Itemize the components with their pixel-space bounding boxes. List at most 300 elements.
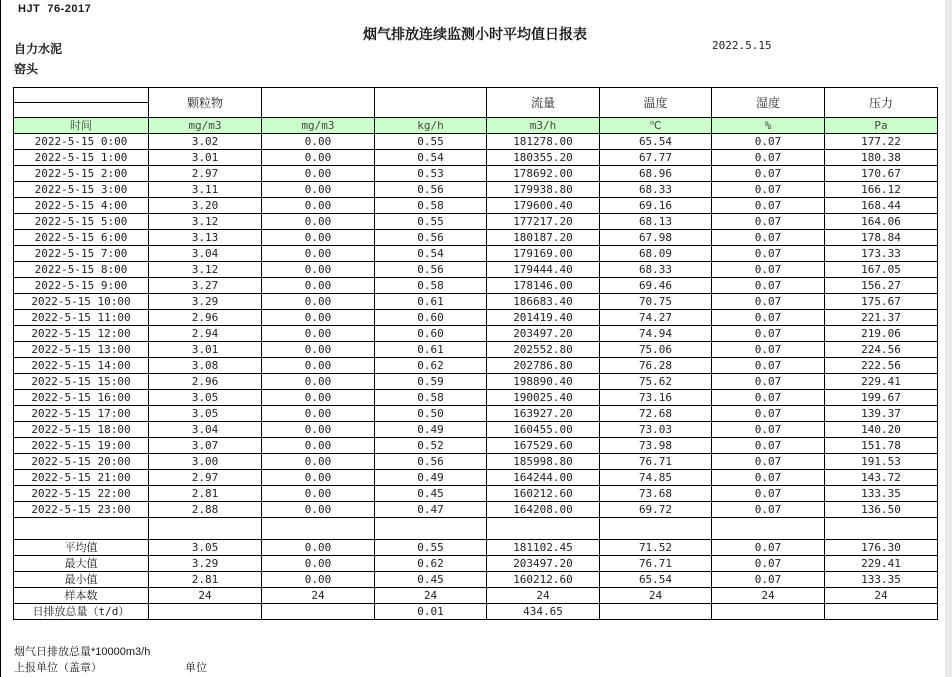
value-cell: 0.00 <box>262 342 375 358</box>
value-cell: 229.41 <box>825 374 938 390</box>
value-cell: 0.00 <box>262 262 375 278</box>
value-cell: 0.62 <box>375 358 487 374</box>
row-label-cell: 2022-5-15 22:00 <box>14 486 149 502</box>
table-row <box>14 278 938 294</box>
value-cell: 3.01 <box>149 342 262 358</box>
row-label-cell: 2022-5-15 19:00 <box>14 438 149 454</box>
row-label-cell: 样本数 <box>14 588 149 604</box>
header-blank-cell <box>375 88 487 118</box>
value-cell: 163927.20 <box>487 406 600 422</box>
table-row <box>14 374 938 390</box>
unit-cell: ℃ <box>600 118 712 134</box>
value-cell: 3.05 <box>149 540 262 556</box>
header-blank-cell <box>14 88 149 103</box>
value-cell: 185998.80 <box>487 454 600 470</box>
value-cell: 181102.45 <box>487 540 600 556</box>
value-cell: 221.37 <box>825 310 938 326</box>
unit-cell: m3/h <box>487 118 600 134</box>
value-cell: 203497.20 <box>487 326 600 342</box>
table-row <box>14 588 938 604</box>
table-row <box>14 246 938 262</box>
value-cell: 0.07 <box>712 230 825 246</box>
value-cell: 0.45 <box>375 572 487 588</box>
unit-label: 单位 <box>185 662 207 674</box>
value-cell: 3.27 <box>149 278 262 294</box>
value-cell: 0.47 <box>375 502 487 518</box>
value-cell: 76.28 <box>600 358 712 374</box>
table-row <box>14 390 938 406</box>
value-cell: 0.07 <box>712 342 825 358</box>
value-cell: 0.53 <box>375 166 487 182</box>
value-cell: 140.20 <box>825 422 938 438</box>
value-cell: 0.61 <box>375 342 487 358</box>
value-cell: 180.38 <box>825 150 938 166</box>
table-row <box>14 326 938 342</box>
header-humidity-cell: 湿度 <box>712 88 825 118</box>
value-cell: 3.13 <box>149 230 262 246</box>
value-cell: 160212.60 <box>487 486 600 502</box>
table-row <box>14 294 938 310</box>
value-cell <box>149 604 262 620</box>
value-cell: 0.00 <box>262 182 375 198</box>
value-cell: 3.01 <box>149 150 262 166</box>
value-cell: 0.49 <box>375 422 487 438</box>
row-label-cell: 2022-5-15 11:00 <box>14 310 149 326</box>
company-name: 自力水泥 <box>14 42 63 56</box>
value-cell: 170.67 <box>825 166 938 182</box>
value-cell: 0.07 <box>712 182 825 198</box>
value-cell: 3.02 <box>149 134 262 150</box>
value-cell: 133.35 <box>825 486 938 502</box>
value-cell: 0.00 <box>262 502 375 518</box>
value-cell <box>600 604 712 620</box>
value-cell: 0.07 <box>712 540 825 556</box>
row-label-cell: 2022-5-15 20:00 <box>14 454 149 470</box>
value-cell: 0.58 <box>375 198 487 214</box>
value-cell: 0.07 <box>712 198 825 214</box>
table-row <box>14 262 938 278</box>
value-cell: 69.72 <box>600 502 712 518</box>
value-cell: 67.98 <box>600 230 712 246</box>
value-cell: 133.35 <box>825 572 938 588</box>
group-header-row <box>14 88 938 103</box>
value-cell: 0.07 <box>712 294 825 310</box>
value-cell: 0.07 <box>712 326 825 342</box>
table-row <box>14 166 938 182</box>
table-body <box>14 134 938 518</box>
value-cell: 0.62 <box>375 556 487 572</box>
value-cell: 24 <box>487 588 600 604</box>
value-cell: 0.54 <box>375 150 487 166</box>
value-cell: 75.62 <box>600 374 712 390</box>
value-cell: 180187.20 <box>487 230 600 246</box>
value-cell: 0.00 <box>262 230 375 246</box>
spacer-row <box>14 518 938 540</box>
value-cell: 2.96 <box>149 374 262 390</box>
value-cell: 3.05 <box>149 406 262 422</box>
unit-cell: Pa <box>825 118 938 134</box>
value-cell: 0.07 <box>712 278 825 294</box>
value-cell: 179444.40 <box>487 262 600 278</box>
value-cell: 75.06 <box>600 342 712 358</box>
value-cell: 0.00 <box>262 454 375 470</box>
value-cell: 2.97 <box>149 166 262 182</box>
empty-cell <box>600 518 712 540</box>
row-label-cell: 最小值 <box>14 572 149 588</box>
value-cell: 164244.00 <box>487 470 600 486</box>
value-cell: 0.54 <box>375 246 487 262</box>
value-cell: 0.58 <box>375 390 487 406</box>
table-row <box>14 572 938 588</box>
value-cell: 69.46 <box>600 278 712 294</box>
value-cell: 74.27 <box>600 310 712 326</box>
value-cell: 68.09 <box>600 246 712 262</box>
value-cell: 0.07 <box>712 358 825 374</box>
value-cell: 186683.40 <box>487 294 600 310</box>
row-label-cell: 2022-5-15 0:00 <box>14 134 149 150</box>
value-cell: 73.98 <box>600 438 712 454</box>
value-cell: 201419.40 <box>487 310 600 326</box>
value-cell: 3.12 <box>149 214 262 230</box>
summary-body <box>14 540 938 620</box>
value-cell: 179600.40 <box>487 198 600 214</box>
value-cell <box>712 604 825 620</box>
row-label-cell: 2022-5-15 18:00 <box>14 422 149 438</box>
monitoring-point-name: 窑头 <box>14 62 39 76</box>
empty-cell <box>825 518 938 540</box>
value-cell: 0.00 <box>262 150 375 166</box>
spacer-body <box>14 518 938 540</box>
value-cell: 0.07 <box>712 454 825 470</box>
value-cell: 175.67 <box>825 294 938 310</box>
unit-cell: % <box>712 118 825 134</box>
header-blank-cell <box>262 88 375 118</box>
unit-cell: kg/h <box>375 118 487 134</box>
value-cell: 219.06 <box>825 326 938 342</box>
value-cell: 3.29 <box>149 556 262 572</box>
value-cell: 3.08 <box>149 358 262 374</box>
value-cell: 2.81 <box>149 486 262 502</box>
value-cell: 76.71 <box>600 556 712 572</box>
empty-cell <box>375 518 487 540</box>
value-cell: 0.00 <box>262 310 375 326</box>
row-label-cell: 2022-5-15 17:00 <box>14 406 149 422</box>
table-row <box>14 214 938 230</box>
header-flow-cell: 流量 <box>487 88 600 118</box>
value-cell: 0.52 <box>375 438 487 454</box>
value-cell: 0.00 <box>262 198 375 214</box>
value-cell: 0.00 <box>262 166 375 182</box>
value-cell: 0.07 <box>712 438 825 454</box>
value-cell: 190025.40 <box>487 390 600 406</box>
row-label-cell: 2022-5-15 9:00 <box>14 278 149 294</box>
value-cell: 68.33 <box>600 262 712 278</box>
value-cell: 3.00 <box>149 454 262 470</box>
standard-code: HJT 76-2017 <box>18 3 92 15</box>
value-cell: 160212.60 <box>487 572 600 588</box>
value-cell: 202786.80 <box>487 358 600 374</box>
row-label-cell: 2022-5-15 14:00 <box>14 358 149 374</box>
value-cell: 156.27 <box>825 278 938 294</box>
value-cell: 177217.20 <box>487 214 600 230</box>
value-cell: 0.07 <box>712 556 825 572</box>
empty-cell <box>14 518 149 540</box>
value-cell: 0.56 <box>375 230 487 246</box>
row-label-cell: 平均值 <box>14 540 149 556</box>
value-cell: 0.00 <box>262 390 375 406</box>
empty-cell <box>149 518 262 540</box>
value-cell: 178.84 <box>825 230 938 246</box>
row-label-cell: 2022-5-15 7:00 <box>14 246 149 262</box>
value-cell: 0.00 <box>262 374 375 390</box>
time-header-cell: 时间 <box>14 118 149 134</box>
value-cell: 0.00 <box>262 358 375 374</box>
table-row <box>14 134 938 150</box>
value-cell: 434.65 <box>487 604 600 620</box>
value-cell: 191.53 <box>825 454 938 470</box>
value-cell: 0.00 <box>262 438 375 454</box>
value-cell: 0.56 <box>375 182 487 198</box>
table-row <box>14 502 938 518</box>
value-cell: 222.56 <box>825 358 938 374</box>
value-cell: 3.07 <box>149 438 262 454</box>
table-row <box>14 358 938 374</box>
value-cell: 166.12 <box>825 182 938 198</box>
value-cell: 24 <box>825 588 938 604</box>
value-cell: 72.68 <box>600 406 712 422</box>
value-cell: 67.77 <box>600 150 712 166</box>
value-cell: 3.11 <box>149 182 262 198</box>
table-row <box>14 422 938 438</box>
value-cell: 74.85 <box>600 470 712 486</box>
value-cell: 68.96 <box>600 166 712 182</box>
empty-cell <box>487 518 600 540</box>
value-cell: 0.00 <box>262 556 375 572</box>
row-label-cell: 2022-5-15 6:00 <box>14 230 149 246</box>
value-cell: 73.68 <box>600 486 712 502</box>
value-cell: 2.81 <box>149 572 262 588</box>
value-cell: 176.30 <box>825 540 938 556</box>
report-title: 烟气排放连续监测小时平均值日报表 <box>363 26 587 42</box>
value-cell: 71.52 <box>600 540 712 556</box>
value-cell: 0.00 <box>262 326 375 342</box>
value-cell: 136.50 <box>825 502 938 518</box>
value-cell: 0.00 <box>262 214 375 230</box>
table-row <box>14 150 938 166</box>
table-header <box>14 88 938 134</box>
row-label-cell: 2022-5-15 12:00 <box>14 326 149 342</box>
value-cell: 0.07 <box>712 246 825 262</box>
value-cell: 181278.00 <box>487 134 600 150</box>
table-row <box>14 470 938 486</box>
value-cell: 0.49 <box>375 470 487 486</box>
value-cell <box>262 604 375 620</box>
emissions-table <box>13 87 938 620</box>
row-label-cell: 2022-5-15 10:00 <box>14 294 149 310</box>
value-cell: 151.78 <box>825 438 938 454</box>
value-cell: 0.07 <box>712 310 825 326</box>
value-cell: 0.61 <box>375 294 487 310</box>
value-cell: 178146.00 <box>487 278 600 294</box>
row-label-cell: 最大值 <box>14 556 149 572</box>
value-cell: 0.07 <box>712 502 825 518</box>
value-cell: 164208.00 <box>487 502 600 518</box>
value-cell: 0.55 <box>375 540 487 556</box>
value-cell: 24 <box>375 588 487 604</box>
table-row <box>14 540 938 556</box>
value-cell: 160455.00 <box>487 422 600 438</box>
value-cell: 0.00 <box>262 294 375 310</box>
value-cell: 199.67 <box>825 390 938 406</box>
value-cell: 0.45 <box>375 486 487 502</box>
footnote-total-emission: 烟气日排放总量*10000m3/h <box>14 646 151 658</box>
value-cell: 0.58 <box>375 278 487 294</box>
value-cell: 229.41 <box>825 556 938 572</box>
value-cell: 2.94 <box>149 326 262 342</box>
row-label-cell: 2022-5-15 4:00 <box>14 198 149 214</box>
value-cell: 0.07 <box>712 572 825 588</box>
table-row <box>14 604 938 620</box>
value-cell: 0.07 <box>712 214 825 230</box>
value-cell: 2.96 <box>149 310 262 326</box>
value-cell: 73.03 <box>600 422 712 438</box>
row-label-cell: 2022-5-15 21:00 <box>14 470 149 486</box>
value-cell: 167529.60 <box>487 438 600 454</box>
value-cell: 69.16 <box>600 198 712 214</box>
value-cell: 65.54 <box>600 134 712 150</box>
value-cell: 0.07 <box>712 166 825 182</box>
row-label-cell: 2022-5-15 23:00 <box>14 502 149 518</box>
value-cell: 0.00 <box>262 470 375 486</box>
value-cell: 0.55 <box>375 214 487 230</box>
value-cell: 0.07 <box>712 374 825 390</box>
row-label-cell: 2022-5-15 13:00 <box>14 342 149 358</box>
page-right-strip <box>945 0 952 677</box>
value-cell: 74.94 <box>600 326 712 342</box>
table-row <box>14 406 938 422</box>
table-row <box>14 454 938 470</box>
value-cell: 179169.00 <box>487 246 600 262</box>
value-cell: 0.00 <box>262 406 375 422</box>
empty-cell <box>262 518 375 540</box>
value-cell: 24 <box>262 588 375 604</box>
unit-cell: mg/m3 <box>262 118 375 134</box>
value-cell: 68.33 <box>600 182 712 198</box>
table-row <box>14 556 938 572</box>
value-cell: 68.13 <box>600 214 712 230</box>
table-row <box>14 342 938 358</box>
value-cell: 0.00 <box>262 486 375 502</box>
header-temperature-cell: 温度 <box>600 88 712 118</box>
value-cell: 0.07 <box>712 262 825 278</box>
table-row <box>14 486 938 502</box>
value-cell: 177.22 <box>825 134 938 150</box>
reporting-unit-label: 上报单位（盖章） <box>14 662 102 674</box>
value-cell: 3.12 <box>149 262 262 278</box>
value-cell: 0.01 <box>375 604 487 620</box>
report-date: 2022.5.15 <box>712 39 772 52</box>
row-label-cell: 2022-5-15 16:00 <box>14 390 149 406</box>
page-left-border <box>0 0 1 677</box>
value-cell: 2.97 <box>149 470 262 486</box>
empty-cell <box>712 518 825 540</box>
value-cell: 0.00 <box>262 572 375 588</box>
value-cell: 24 <box>149 588 262 604</box>
value-cell: 2.88 <box>149 502 262 518</box>
value-cell: 198890.40 <box>487 374 600 390</box>
value-cell: 76.71 <box>600 454 712 470</box>
value-cell: 0.55 <box>375 134 487 150</box>
value-cell: 179938.80 <box>487 182 600 198</box>
value-cell: 0.07 <box>712 470 825 486</box>
value-cell: 164.06 <box>825 214 938 230</box>
value-cell: 0.07 <box>712 390 825 406</box>
value-cell: 0.00 <box>262 540 375 556</box>
value-cell: 0.00 <box>262 278 375 294</box>
value-cell: 0.60 <box>375 326 487 342</box>
value-cell: 143.72 <box>825 470 938 486</box>
unit-cell: mg/m3 <box>149 118 262 134</box>
value-cell: 0.56 <box>375 454 487 470</box>
value-cell: 167.05 <box>825 262 938 278</box>
value-cell: 168.44 <box>825 198 938 214</box>
table-row <box>14 182 938 198</box>
table-row <box>14 198 938 214</box>
value-cell: 0.00 <box>262 134 375 150</box>
value-cell: 139.37 <box>825 406 938 422</box>
value-cell: 0.07 <box>712 422 825 438</box>
value-cell: 70.75 <box>600 294 712 310</box>
value-cell: 3.20 <box>149 198 262 214</box>
row-label-cell: 2022-5-15 2:00 <box>14 166 149 182</box>
value-cell: 203497.20 <box>487 556 600 572</box>
value-cell <box>825 604 938 620</box>
value-cell: 0.07 <box>712 406 825 422</box>
table-row <box>14 310 938 326</box>
value-cell: 0.00 <box>262 422 375 438</box>
value-cell: 3.04 <box>149 246 262 262</box>
row-label-cell: 2022-5-15 3:00 <box>14 182 149 198</box>
unit-header-row <box>14 118 938 134</box>
row-label-cell: 日排放总量（t/d） <box>14 604 149 620</box>
row-label-cell: 2022-5-15 8:00 <box>14 262 149 278</box>
value-cell: 0.00 <box>262 246 375 262</box>
value-cell: 24 <box>600 588 712 604</box>
table-row <box>14 438 938 454</box>
value-cell: 202552.80 <box>487 342 600 358</box>
row-label-cell: 2022-5-15 1:00 <box>14 150 149 166</box>
value-cell: 3.04 <box>149 422 262 438</box>
row-label-cell: 2022-5-15 15:00 <box>14 374 149 390</box>
value-cell: 224.56 <box>825 342 938 358</box>
value-cell: 24 <box>712 588 825 604</box>
value-cell: 0.60 <box>375 310 487 326</box>
value-cell: 65.54 <box>600 572 712 588</box>
value-cell: 73.16 <box>600 390 712 406</box>
value-cell: 0.07 <box>712 134 825 150</box>
value-cell: 3.05 <box>149 390 262 406</box>
value-cell: 0.07 <box>712 150 825 166</box>
header-particulate-cell: 颗粒物 <box>149 88 262 118</box>
value-cell: 173.33 <box>825 246 938 262</box>
value-cell: 0.59 <box>375 374 487 390</box>
value-cell: 180355.20 <box>487 150 600 166</box>
table-row <box>14 230 938 246</box>
value-cell: 0.07 <box>712 486 825 502</box>
row-label-cell: 2022-5-15 5:00 <box>14 214 149 230</box>
value-cell: 178692.00 <box>487 166 600 182</box>
header-pressure-cell: 压力 <box>825 88 938 118</box>
